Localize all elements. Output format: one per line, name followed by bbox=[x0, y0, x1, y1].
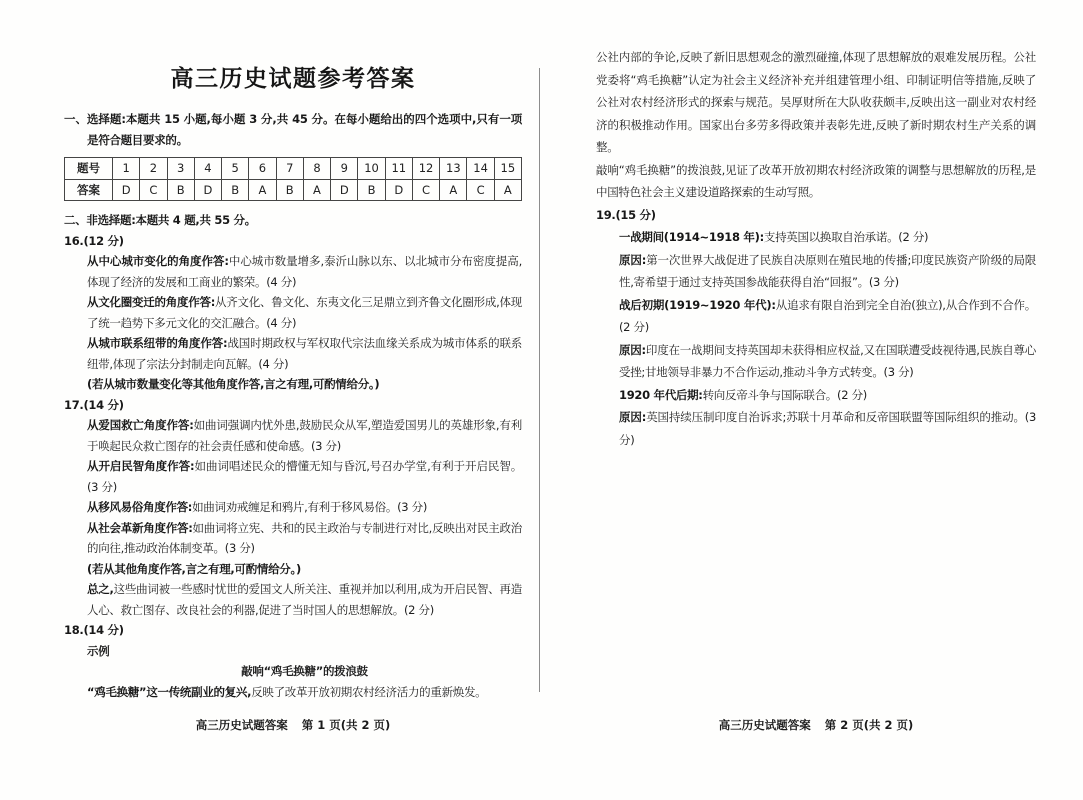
question-number-cell: 3 bbox=[167, 158, 194, 180]
answer-point-lead: 从社会革新角度作答: bbox=[87, 520, 193, 535]
answer-cell: A bbox=[440, 179, 467, 201]
answer-point-lead: 原因: bbox=[619, 410, 647, 424]
question-number-cell: 14 bbox=[467, 158, 494, 180]
answer-cell: D bbox=[331, 179, 358, 201]
question-19-body bbox=[619, 226, 1036, 451]
answer-point-lead: 从开启民智角度作答: bbox=[87, 459, 195, 473]
summary-point bbox=[87, 579, 522, 620]
answer-point-lead: 从爱国救亡角度作答: bbox=[87, 418, 194, 432]
answer-table bbox=[64, 157, 522, 201]
answer-point bbox=[87, 456, 522, 497]
answer-point bbox=[619, 339, 1036, 384]
question-17-number: 17.(14 分) bbox=[64, 397, 124, 412]
question-number-cell: 6 bbox=[249, 158, 276, 180]
question-number-cell: 15 bbox=[494, 158, 521, 180]
example-label: 示例 bbox=[87, 643, 110, 658]
answer-point bbox=[619, 226, 1036, 249]
footer-doc-title: 高三历史试题答案 bbox=[718, 717, 811, 732]
answer-point bbox=[87, 251, 522, 292]
answer-cell: C bbox=[140, 179, 167, 201]
answer-cell: A bbox=[494, 179, 521, 201]
question-18 bbox=[64, 620, 522, 702]
answer-point-text: 中心城市数量增多,泰沂山脉以东、以北城市分布密度提高,体现了经济的发展和工商业的繁荣。(4 分) bbox=[87, 254, 522, 289]
question-number-cell: 7 bbox=[276, 158, 303, 180]
essay-title: 敲响“鸡毛换糖”的拨浪鼓 bbox=[241, 664, 368, 678]
question-number-cell: 1 bbox=[113, 158, 140, 180]
question-19-number: 19.(15 分) bbox=[596, 207, 656, 222]
answer-cell: B bbox=[167, 179, 194, 201]
answer-point-lead: 从中心城市变化的角度作答: bbox=[87, 254, 229, 268]
answer-point-text: 从追求有限自治到完全自治(独立),从合作到不合作。(2 分) bbox=[619, 297, 1036, 334]
page-2 bbox=[596, 46, 1036, 451]
answer-point-lead: 从城市联系纽带的角度作答: bbox=[87, 336, 228, 350]
answer-point bbox=[87, 497, 522, 518]
answer-cell: D bbox=[385, 179, 412, 201]
answer-cell: A bbox=[303, 179, 330, 201]
answer-point-lead: 战后初期(1919~1920 年代): bbox=[619, 297, 776, 312]
essay-paragraph bbox=[87, 682, 522, 703]
page-title: 高三历史试题参考答案 bbox=[170, 66, 416, 92]
answer-cell: D bbox=[194, 179, 221, 201]
answer-point bbox=[87, 333, 522, 374]
answer-point-lead: 1920 年代后期: bbox=[619, 387, 703, 402]
answer-point-lead: 从文化圈变迁的角度作答: bbox=[87, 295, 215, 309]
answer-table-answer-row bbox=[65, 179, 522, 201]
section-1-header: 一、选择题:本题共 15 小题,每小题 3 分,共 45 分。在每小题给出的四个选项中,只有一项是符合题目要求的。 bbox=[64, 112, 522, 147]
essay-conclusion-paragraph: 敲响“鸡毛换糖”的拨浪鼓,见证了改革开放初期农村经济政策的调整与思想解放的历程,是中国特色社会主义建设道路探索的生动写照。 bbox=[596, 162, 1036, 199]
answer-cell: B bbox=[276, 179, 303, 201]
question-number-cell: 11 bbox=[385, 158, 412, 180]
answer-point-text: 如曲词将立宪、共和的民主政治与专制进行对比,反映出对民主政治的向往,推动政治体制变革。(3 分) bbox=[87, 520, 522, 555]
footer-page-number: 第 1 页(共 2 页) bbox=[301, 717, 391, 732]
grading-note: (若从城市数量变化等其他角度作答,言之有理,可酌情给分。) bbox=[87, 377, 380, 391]
question-16-number: 16.(12 分) bbox=[64, 233, 124, 248]
summary-lead: 总之, bbox=[87, 582, 114, 596]
question-16-body bbox=[87, 251, 522, 395]
essay-paragraph-text: 反映了改革开放初期农村经济活力的重新焕发。 bbox=[251, 684, 487, 699]
question-number-cell: 2 bbox=[140, 158, 167, 180]
grading-note: (若从其他角度作答,言之有理,可酌情给分。) bbox=[87, 561, 301, 576]
question-number-cell: 9 bbox=[331, 158, 358, 180]
question-18-body bbox=[87, 641, 522, 703]
essay-paragraph-lead: “鸡毛换糖”这一传统副业的复兴, bbox=[87, 684, 252, 699]
answer-point-text: 从齐文化、鲁文化、东夷文化三足鼎立到齐鲁文化圈形成,体现了统一趋势下多元文化的交汇融合。(4 分) bbox=[87, 295, 522, 330]
question-number-cell: 4 bbox=[194, 158, 221, 180]
answer-row-label: 答案 bbox=[65, 179, 113, 201]
answer-point bbox=[87, 518, 522, 559]
question-18-number: 18.(14 分) bbox=[64, 623, 124, 637]
section-2-header: 二、非选择题:本题共 4 题,共 55 分。 bbox=[64, 213, 256, 227]
answer-point-text: 印度在一战期间支持英国却未获得相应权益,又在国联遭受歧视待遇,民族自尊心受挫;甘地领导非暴力不合作运动,推动斗争方式转变。(3 分) bbox=[619, 342, 1037, 379]
answer-cell: C bbox=[467, 179, 494, 201]
answer-point-text: 支持英国以换取自治承诺。(2 分) bbox=[763, 230, 929, 244]
answer-point-text: 战国时期政权与军权取代宗法血缘关系成为城市体系的联系纽带,体现了宗法分封制走向瓦解。(4 分) bbox=[87, 336, 522, 371]
answer-point-text: 转向反帝斗争与国际联合。(2 分) bbox=[702, 387, 867, 402]
answer-point-text: 如曲词强调内忧外患,鼓励民众从军,塑造爱国男儿的英雄形象,有利于唤起民众救亡图存的社会责任感和使命感。(3 分) bbox=[87, 418, 522, 453]
answer-point bbox=[619, 384, 1036, 407]
answer-cell: B bbox=[358, 179, 385, 201]
question-number-cell: 13 bbox=[440, 158, 467, 180]
page-1 bbox=[64, 56, 522, 702]
number-row-label: 题号 bbox=[65, 158, 113, 180]
summary-text: 这些曲词被一些感时忧世的爱国文人所关注、重视并加以利用,成为开启民智、再造人心、救亡图存、改良社会的利器,促进了当时国人的思想解放。(2 分) bbox=[87, 582, 522, 617]
essay-continuation-paragraph: 公社内部的争论,反映了新旧思想观念的激烈碰撞,体现了思想解放的艰难发展历程。公社党委将“鸡毛换糖”认定为社会主义经济补充并组建管理小组、印制证明信等措施,反映了公社对农村经济形式的探索与规范。吴厚财所在大队收获颇丰,反映出这一副业对农村经济的积极推动作用。国家出台多劳多得政策并表彰先进,反映了新时期农村生产关系的调整。 bbox=[596, 50, 1036, 154]
answer-point-text: 如曲词唱述民众的懵懂无知与昏沉,号召办学堂,有利于开启民智。(3 分) bbox=[87, 459, 522, 494]
question-17-body bbox=[87, 415, 522, 620]
answer-point bbox=[87, 415, 522, 456]
answer-point-lead: 原因: bbox=[619, 342, 646, 357]
answer-cell: C bbox=[412, 179, 439, 201]
answer-point bbox=[87, 292, 522, 333]
answer-point bbox=[619, 249, 1036, 294]
answer-cell: D bbox=[113, 179, 140, 201]
answer-cell: A bbox=[249, 179, 276, 201]
answer-point-lead: 一战期间(1914~1918 年): bbox=[619, 230, 764, 244]
page-1-footer bbox=[64, 717, 522, 733]
question-16 bbox=[64, 231, 522, 395]
question-19 bbox=[596, 204, 1036, 452]
footer-page-number: 第 2 页(共 2 页) bbox=[824, 717, 914, 732]
answer-point-text: 如曲词劝戒缠足和鸦片,有利于移风易俗。(3 分) bbox=[192, 500, 428, 514]
answer-point bbox=[619, 406, 1036, 451]
footer-doc-title: 高三历史试题答案 bbox=[195, 717, 288, 732]
question-number-cell: 5 bbox=[222, 158, 249, 180]
question-17 bbox=[64, 395, 522, 621]
answer-point-text: 英国持续压制印度自治诉求;苏联十月革命和反帝国联盟等国际组织的推动。(3 分) bbox=[619, 410, 1037, 447]
answer-table-number-row bbox=[65, 158, 522, 180]
page-divider-line bbox=[539, 68, 540, 692]
answer-point-lead: 原因: bbox=[619, 252, 647, 267]
question-number-cell: 12 bbox=[412, 158, 439, 180]
question-number-cell: 8 bbox=[303, 158, 330, 180]
answer-point-lead: 从移风易俗角度作答: bbox=[87, 500, 193, 514]
answer-point-text: 第一次世界大战促进了民族自决原则在殖民地的传播;印度民族资产阶级的局限性,寄希望于通过支持英国参战能获得自治“回报”。(3 分) bbox=[619, 252, 1037, 289]
answer-cell: B bbox=[222, 179, 249, 201]
answer-point bbox=[619, 294, 1036, 339]
question-number-cell: 10 bbox=[358, 158, 385, 180]
page-2-footer bbox=[596, 717, 1036, 733]
